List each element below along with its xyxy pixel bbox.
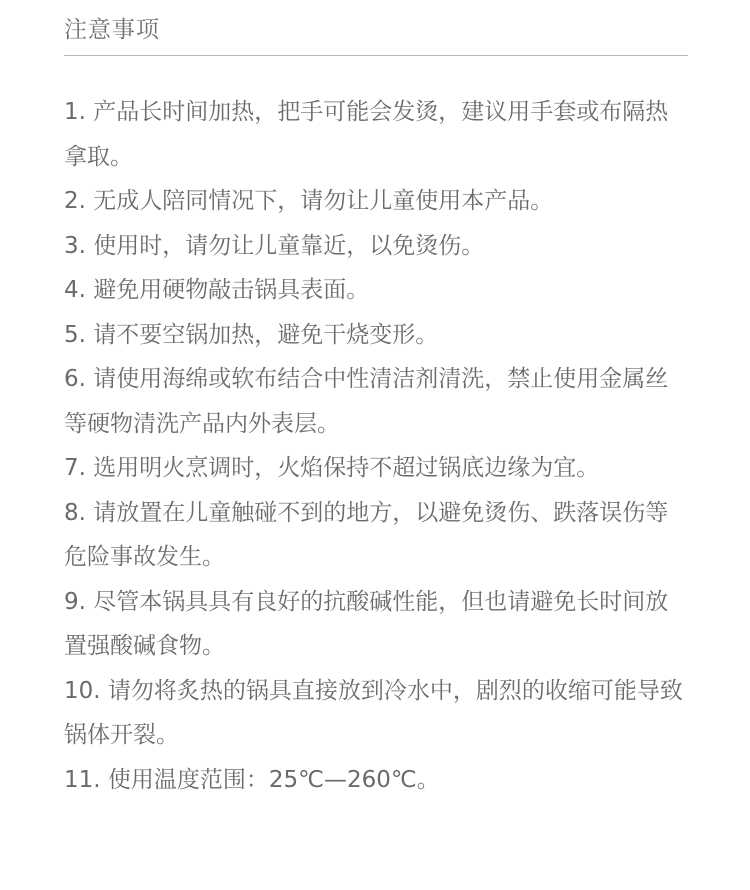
note-item-4: 4. 避免用硬物敲击锅具表面。 <box>64 277 370 303</box>
precautions-list <box>64 90 690 802</box>
note-item-11: 11. 使用温度范围：25℃—260℃。 <box>64 766 440 793</box>
note-item-2: 2. 无成人陪同情况下，请勿让儿童使用本产品。 <box>64 188 554 214</box>
note-item-10: 10. 请勿将炙热的锅具直接放到冷水中，剧烈的收缩可能导致锅体开裂。 <box>64 677 683 748</box>
title-divider <box>64 55 688 56</box>
note-item-9: 9. 尽管本锅具具有良好的抗酸碱性能，但也请避免长时间放置强酸碱食物。 <box>64 588 669 659</box>
note-item-1: 1. 产品长时间加热，把手可能会发烫，建议用手套或布隔热拿取。 <box>64 99 669 170</box>
section-title: 注意事项 <box>64 17 160 43</box>
note-item-8: 8. 请放置在儿童触碰不到的地方，以避免烫伤、跌落误伤等危险事故发生。 <box>64 499 669 570</box>
note-item-7: 7. 选用明火烹调时，火焰保持不超过锅底边缘为宜。 <box>64 455 600 481</box>
note-item-3: 3. 使用时，请勿让儿童靠近，以免烫伤。 <box>64 232 485 259</box>
note-item-5: 5. 请不要空锅加热，避免干烧变形。 <box>64 321 439 348</box>
note-item-6: 6. 请使用海绵或软布结合中性清洁剂清洗，禁止使用金属丝等硬物清洗产品内外表层。 <box>64 366 669 437</box>
